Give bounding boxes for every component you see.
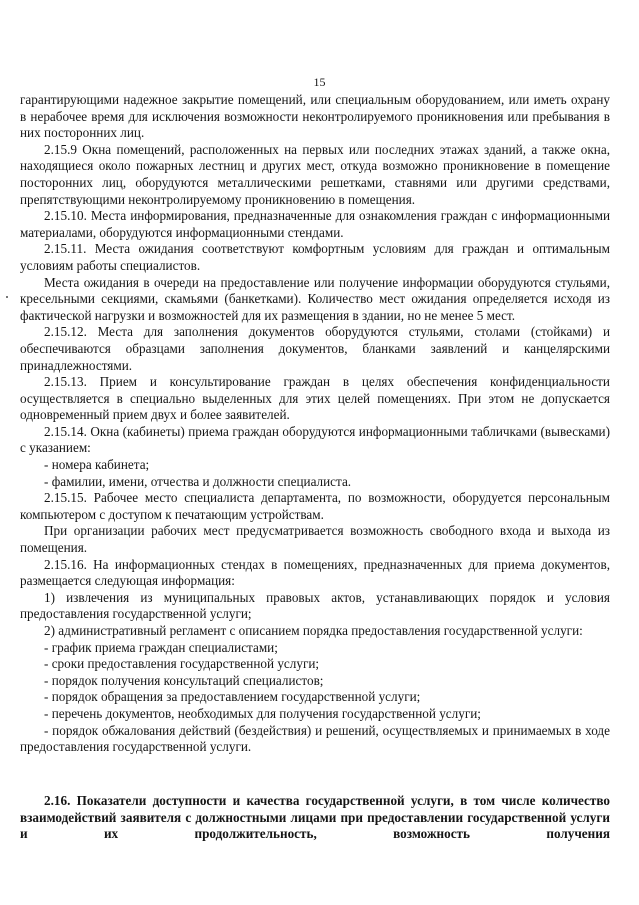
scan-speck	[6, 296, 8, 298]
paragraph: 2.15.12. Места для заполнения документов оборудуются стульями, столами (стойками) и обеспечиваются образцами заполнения документов, бланками заявлений и канцелярскими принадлежностями.	[20, 324, 610, 373]
list-item: 1) извлечения из муниципальных правовых актов, устанавливающих порядок и условия предоставления государственной услуги;	[20, 589, 610, 622]
list-item: - фамилии, имени, отчества и должности специалиста.	[44, 473, 352, 489]
paragraph: 2.15.16. На информационных стендах в помещениях, предназначенных для приема документов, размещается следующая информация:	[20, 556, 610, 589]
list-item: - порядок получения консультаций специалистов;	[44, 672, 324, 688]
paragraph: гарантирующими надежное закрытие помещений, или специальным оборудованием, или иметь охрану в нерабочее время для исключения возможности неконтролируемого проникновения или пребывания в них посторонних лиц.	[20, 92, 610, 141]
paragraph: 2.15.11. Места ожидания соответствуют комфортным условиям для граждан и оптимальным условиям работы специалистов.	[20, 241, 610, 273]
paragraph: 2.15.10. Места информирования, предназначенные для ознакомления граждан с информационными материалами, оборудуются информационными стендами.	[20, 208, 610, 240]
list-item: 2) административный регламент с описанием порядка предоставления государственной услуги:	[44, 623, 583, 638]
list-item: - график приема граждан специалистами;	[44, 639, 278, 655]
paragraph: Места ожидания в очереди на предоставление или получение информации оборудуются стульями, кресельными секциями, скамьями (банкетками). Количество мест ожидания определяется исходя из фактической нагрузки и возможностей для их размещения в здании, но не менее 5 мест.	[20, 274, 610, 323]
section-heading: 2.16. Показатели доступности и качества государственной услуги, в том числе количество взаимодействий заявителя с должностными лицами при предоставлении государственной услуги и их продолжительность, возможность получения	[20, 793, 610, 842]
list-item: - порядок обжалования действий (бездействия) и решений, осуществляемых и принимаемых в ходе предоставления государственной услуги.	[20, 722, 610, 755]
list-item: - перечень документов, необходимых для получения государственной услуги;	[44, 705, 481, 721]
paragraph: При организации рабочих мест предусматривается возможность свободного входа и выхода из помещения.	[20, 523, 610, 556]
paragraph: 2.15.13. Прием и консультирование граждан в целях обеспечения конфиденциальности осуществляется в специально выделенных для этих целей помещениях. При этом не допускается одновременный прием двух и более заявителей.	[20, 374, 610, 423]
page-number: 15	[313, 75, 326, 89]
list-item: - номера кабинета;	[44, 457, 150, 473]
list-item: - сроки предоставления государственной услуги;	[44, 656, 320, 672]
document-body	[20, 92, 610, 756]
list-item: - порядок обращения за предоставлением государственной услуги;	[44, 689, 421, 705]
paragraph: 2.15.14. Окна (кабинеты) приема граждан оборудуются информационными табличками (вывесками) с указанием:	[20, 423, 610, 456]
paragraph: 2.15.9 Окна помещений, расположенных на первых или последних этажах зданий, а также окна, находящиеся около пожарных лестниц и других мест, откуда возможно проникновение в помещение посторонних лиц, оборудуются металлическими решетками, ставнями или другими средствами, препятствующими неконтролируемому проникновению в помещения.	[20, 141, 610, 207]
paragraph: 2.15.15. Рабочее место специалиста департамента, по возможности, оборудуется персональным компьютером с доступом к печатающим устройствам.	[20, 490, 610, 522]
